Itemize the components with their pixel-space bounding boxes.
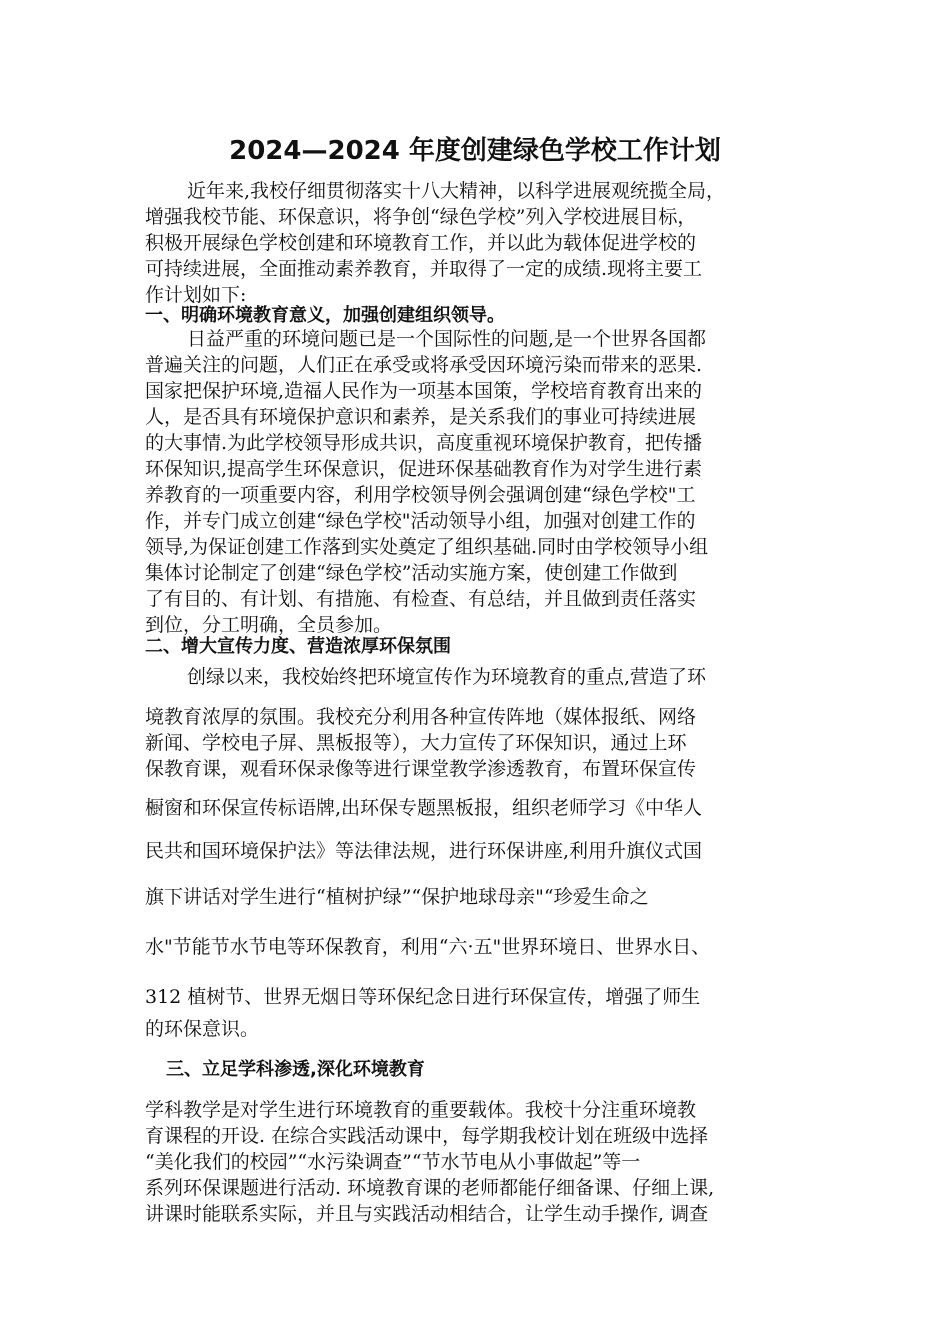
- intro-line: 近年来,我校仔细贯彻落实十八大精神，以科学进展观统揽全局，: [187, 180, 726, 202]
- section-2-line: 创绿以来，我校始终把环境宣传作为环境教育的重点,营造了环: [187, 666, 707, 688]
- section-1-line: 人，是否具有环境保护意识和素养，是关系我们的事业可持续进展: [145, 406, 697, 428]
- intro-line: 可持续进展，全面推动素养教育，并取得了一定的成绩.现将主要工: [145, 258, 703, 280]
- section-2-line: 水"节能节水节电等环保教育，利用“六·五"世界环境日、世界水日、: [145, 936, 711, 958]
- section-2-line: 旗下讲话对学生进行“植树护绿”“保护地球母亲"“珍爱生命之: [145, 886, 649, 908]
- intro-line: 积极开展绿色学校创建和环境教育工作，并以此为载体促进学校的: [145, 232, 697, 254]
- intro-line: 作计划如下:: [145, 284, 247, 306]
- section-2-line: 的环保意识。: [145, 1018, 260, 1040]
- section-2-line: 橱窗和环保宣传标语牌,出环保专题黑板报，组织老师学习《中华人: [145, 797, 703, 819]
- section-1-line: 了有目的、有计划、有措施、有检查、有总结，并且做到责任落实: [145, 588, 697, 610]
- section-3-line: 学科教学是对学生进行环境教育的重要载体。我校十分注重环境教: [145, 1099, 697, 1121]
- section-1-line: 到位，分工明确，全员参加。: [145, 614, 393, 636]
- section-3-heading: 三、立足学科渗透,深化环境教育: [166, 1059, 425, 1080]
- section-2-line: 保教育课，观看环保录像等进行课堂教学渗透教育，布置环保宣传: [145, 758, 697, 780]
- section-2-line: 民共和国环境保护法》等法律法规，进行环保讲座,利用升旗仪式国: [145, 840, 703, 862]
- document-title: 2024—2024 年度创建绿色学校工作计划: [229, 136, 721, 166]
- section-1-line: 养教育的一项重要内容，利用学校领导例会强调创建“绿色学校"工: [145, 484, 696, 506]
- section-1-line: 环保知识,提高学生环保意识，促进环保基础教育作为对学生进行素: [145, 458, 703, 480]
- section-1-line: 领导,为保证创建工作落到实处奠定了组织基础.同时由学校领导小组: [145, 536, 709, 558]
- section-3-line: 育课程的开设. 在综合实践活动课中，每学期我校计划在班级中选择: [145, 1125, 709, 1147]
- section-1-line: 的大事情.为此学校领导形成共识，高度重视环境保护教育，把传播: [145, 432, 703, 454]
- section-1-line: 国家把保护环境,造福人民作为一项基本国策，学校培育教育出来的: [145, 380, 703, 402]
- section-2-line: 境教育浓厚的氛围。我校充分利用各种宣传阵地（媒体报纸、网络: [145, 706, 697, 728]
- intro-line: 增强我校节能、环保意识，将争创“绿色学校”列入学校进展目标，: [145, 206, 697, 228]
- section-2-line: 新闻、学校电子屏、黑板报等），大力宣传了环保知识，通过上环: [145, 732, 687, 754]
- section-1-line: 作，并专门成立创建“绿色学校"活动领导小组，加强对创建工作的: [145, 510, 696, 532]
- section-3-line: 系列环保课题进行活动. 环境教育课的老师都能仔细备课、仔细上课,: [145, 1177, 715, 1199]
- section-1-line: 日益严重的环境问题已是一个国际性的问题,是一个世界各国都: [187, 328, 707, 350]
- section-2-heading: 二、增大宣传力度、营造浓厚环保氛围: [145, 636, 451, 657]
- section-1-heading: 一、明确环境教育意义，加强创建组织领导。: [145, 305, 505, 326]
- section-3-line: 讲课时能联系实际，并且与实践活动相结合，让学生动手操作, 调查: [145, 1203, 709, 1225]
- section-1-line: 普遍关注的问题，人们正在承受或将承受因环境污染而带来的恶果.: [145, 354, 703, 376]
- section-1-line: 集体讨论制定了创建“绿色学校”活动实施方案，使创建工作做到: [145, 562, 678, 584]
- section-3-line: “美化我们的校园”“水污染调查”“节水节电从小事做起”等一: [145, 1151, 641, 1173]
- section-2-line: 312 植树节、世界无烟日等环保纪念日进行环保宣传，增强了师生: [145, 986, 701, 1008]
